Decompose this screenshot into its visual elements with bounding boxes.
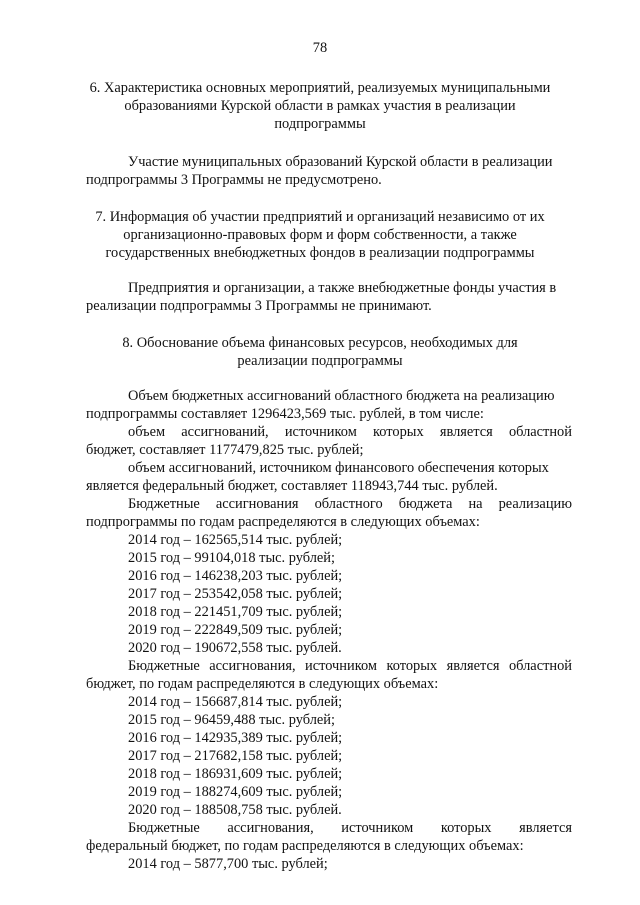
word: источником: [341, 820, 414, 836]
section7-heading-line: государственных внебюджетных фондов в реализации подпрограммы: [105, 245, 535, 261]
regional-split-line: [128, 424, 572, 441]
total-year-item: 2018 год – 221451,709 тыс. рублей;: [128, 604, 343, 620]
section6-heading-line: 6. Характеристика основных мероприятий, реализуемых муниципальными: [89, 80, 551, 96]
section8-heading-line: 8. Обоснование объема финансовых ресурсов, необходимых для: [122, 335, 518, 351]
federal-split-line: объем ассигнований, источником финансового обеспечения которых: [128, 460, 549, 476]
total-year-item: 2015 год – 99104,018 тыс. рублей;: [128, 550, 335, 566]
section7-heading-line: 7. Информация об участии предприятий и организаций независимо от их: [95, 209, 545, 225]
section6-body-line: подпрограммы 3 Программы не предусмотрено.: [86, 172, 382, 188]
section7-heading-line: организационно-правовых форм и форм собственности, а также: [123, 227, 517, 243]
word: которых: [373, 424, 424, 440]
section6-body-line: Участие муниципальных образований Курской области в реализации: [128, 154, 553, 170]
federal-split-line: является федеральный бюджет, составляет 118943,744 тыс. рублей.: [86, 478, 498, 494]
federal-year-item: 2014 год – 5877,700 тыс. рублей;: [128, 856, 328, 872]
word: ассигнований,: [181, 424, 269, 440]
section8-intro-line: подпрограммы составляет 1296423,569 тыс. рублей, в том числе:: [86, 406, 484, 422]
word: источником: [305, 658, 377, 674]
word: является: [439, 424, 493, 440]
regional-by-year-intro-rest: бюджет, по годам распределяются в следующих объемах:: [86, 676, 439, 692]
word: которых: [440, 820, 492, 836]
section8-heading-line: реализации подпрограммы: [237, 353, 403, 369]
regional-year-item: 2017 год – 217682,158 тыс. рублей;: [128, 748, 343, 764]
federal-by-year-intro-rest: федеральный бюджет, по годам распределяются в следующих объемах:: [86, 838, 524, 854]
word: источником: [284, 424, 357, 440]
section8-intro-line: Объем бюджетных ассигнований областного бюджета на реализацию: [128, 388, 555, 404]
word: объем: [128, 424, 166, 440]
total-year-item: 2016 год – 146238,203 тыс. рублей;: [128, 568, 343, 584]
total-year-item: 2019 год – 222849,509 тыс. рублей;: [128, 622, 343, 638]
regional-year-item: 2020 год – 188508,758 тыс. рублей.: [128, 802, 342, 818]
section6-heading-line: образованиями Курской области в рамках участия в реализации: [124, 98, 516, 114]
federal-by-year-intro-line: [128, 820, 572, 837]
regional-by-year-intro-line: [128, 658, 572, 675]
word: является: [446, 658, 500, 674]
regional-year-item: 2018 год – 186931,609 тыс. рублей;: [128, 766, 343, 782]
total-by-year-intro-rest: подпрограммы по годам распределяются в следующих объемах:: [86, 514, 480, 530]
page-number: 78: [312, 40, 328, 56]
section7-body-line: Предприятия и организации, а также внебюджетные фонды участия в: [128, 280, 557, 296]
regional-split-rest: бюджет, составляет 1177479,825 тыс. рублей;: [86, 442, 364, 458]
section6-heading-line: подпрограммы: [274, 116, 366, 132]
regional-year-item: 2015 год – 96459,488 тыс. рублей;: [128, 712, 335, 728]
word: Бюджетные: [128, 496, 200, 512]
total-by-year-intro-line: [128, 496, 572, 513]
total-year-item: 2020 год – 190672,558 тыс. рублей.: [128, 640, 342, 656]
regional-year-item: 2014 год – 156687,814 тыс. рублей;: [128, 694, 343, 710]
word: областного: [314, 496, 383, 512]
word: является: [519, 820, 572, 836]
word: которых: [386, 658, 438, 674]
regional-year-item: 2019 год – 188274,609 тыс. рублей;: [128, 784, 343, 800]
word: бюджета: [398, 496, 453, 512]
word: Бюджетные: [128, 820, 200, 836]
word: областной: [508, 658, 572, 674]
word: областной: [508, 424, 572, 440]
total-year-item: 2017 год – 253542,058 тыс. рублей;: [128, 586, 343, 602]
word: Бюджетные: [128, 658, 200, 674]
word: на: [468, 496, 483, 512]
word: ассигнования,: [227, 820, 314, 836]
regional-year-item: 2016 год – 142935,389 тыс. рублей;: [128, 730, 343, 746]
section7-body-line: реализации подпрограммы 3 Программы не принимают.: [86, 298, 432, 314]
word: реализацию: [498, 496, 572, 512]
total-year-item: 2014 год – 162565,514 тыс. рублей;: [128, 532, 343, 548]
word: ассигнования,: [209, 658, 296, 674]
word: ассигнования: [215, 496, 299, 512]
